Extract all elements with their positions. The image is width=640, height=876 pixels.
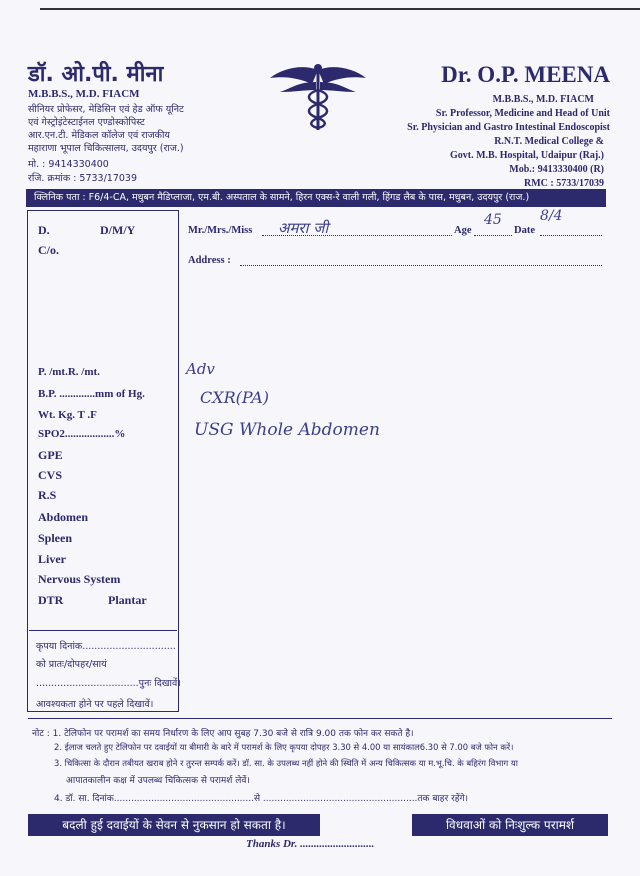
note-3a: 3. चिकित्सा के दौरान तबीयत खराब होने र तुरन्त सम्पर्क करें। डॉ. सा. के उपलब्ध नहीं होने की स्थिति में अन्य चिकित्सक या म.भू.चि. के बहिरंग विभाग या	[54, 758, 518, 768]
thanks-line: Thanks Dr. ...........................	[246, 838, 375, 850]
followup-line-2: को प्रातः/दोपहर/सायं	[36, 659, 107, 670]
label-gpe: GPE	[38, 448, 63, 462]
degree-english: M.B.B.S., M.D. FIACM	[492, 94, 594, 105]
note-1: नोट : 1. टेलिफोन पर परामर्श का समय निर्धारण के लिए आप सुबह 7.30 बजे से रात्रि 9.00 तक फोन कर सकते है।	[32, 729, 414, 739]
followup-line-4: आवश्यकता होने पर पहले दिखावें।	[36, 699, 154, 710]
label-bp: B.P. .............mm of Hg.	[38, 388, 145, 400]
handwritten-advice: Adv	[186, 360, 215, 378]
note-3b: आपातकालीन कक्ष में उपलब्ध चिकित्सक से परामर्श लेवें।	[66, 776, 250, 786]
label-spo2: SPO2..................%	[38, 428, 126, 440]
title-english-4: Govt. M.B. Hospital, Udaipur (Raj.)	[450, 150, 604, 161]
caduceus-icon	[268, 62, 368, 132]
label-nervous-system: Nervous System	[38, 572, 121, 586]
reg-hindi: रजि. क्रमांक : 5733/17039	[28, 173, 138, 184]
title-hindi-3: आर.एन.टी. मेडिकल कॉलेज एवं राजकीय	[28, 130, 170, 141]
label-rs: R.S	[38, 488, 57, 502]
label-liver: Liver	[38, 552, 66, 566]
label-d: D.	[38, 223, 50, 237]
followup-line-3: ..................................पुनः दिखावें।	[36, 678, 181, 689]
note-2: 2. ईलाज चलते हुए टेलिफोन पर दवाईयों या बीमारी के बारे में परामर्श के लिए कृपया दोपहर 3.30 से 4.00 या सायंकाल6.30 से 7.00 बजे फोन करें।	[54, 742, 514, 752]
notes-divider	[28, 718, 612, 719]
title-english-1: Sr. Professor, Medicine and Head of Unit	[435, 108, 610, 119]
age-label: Age	[454, 225, 472, 236]
title-hindi-1: सीनियर प्रोफेसर, मेडिसिन एवं हेड ऑफ यूनिट	[28, 104, 184, 115]
handwritten-patient-name: अमरा जी	[278, 219, 329, 237]
label-plantar: Plantar	[108, 593, 147, 607]
label-cvs: CVS	[38, 468, 63, 482]
age-line[interactable]	[474, 235, 512, 236]
handwritten-age: 45	[484, 212, 502, 228]
label-wt: Wt. Kg. T .F	[38, 409, 97, 421]
handwritten-date: 8/4	[540, 208, 563, 224]
title-hindi-2: एवं गेस्ट्रोइंटेस्टाईनल एण्डोस्कोपिस्ट	[28, 117, 145, 128]
label-abdomen: Abdomen	[38, 510, 89, 524]
patient-label: Mr./Mrs./Miss	[188, 225, 253, 236]
label-dtr: DTR	[38, 593, 64, 607]
label-spleen: Spleen	[38, 531, 73, 545]
label-dmy: D/M/Y	[100, 223, 136, 237]
label-pulse: P. /mt.R. /mt.	[38, 366, 100, 378]
title-english-2: Sr. Physician and Gastro Intestinal Endoscopist	[407, 122, 610, 133]
followup-line-1: कृपया दिनांक...............................	[36, 641, 176, 652]
note-4: 4. डॉ. सा. दिनांक.................................................से ......................................................तक बाहर रहेंगे।	[54, 794, 469, 804]
title-hindi-4: महाराणा भूपाल चिकित्सालय, उदयपुर (राज.)	[28, 143, 184, 154]
doctor-name-hindi: डॉ. ओ.पी. मीना	[28, 62, 164, 87]
label-co: C/o.	[38, 243, 59, 257]
footer-warning: बदली हुई दवाईयों के सेवन से नुकसान हो सकता है।	[28, 814, 320, 836]
degree-hindi: M.B.B.S., M.D. FIACM	[28, 88, 140, 100]
doctor-name-english: Dr. O.P. MEENA	[441, 62, 610, 87]
address-line[interactable]	[240, 265, 602, 266]
title-english-3: R.N.T. Medical College &	[494, 136, 604, 147]
rmc-english: RMC : 5733/17039	[524, 178, 604, 189]
handwritten-cxr: CXR(PA)	[200, 388, 270, 407]
handwritten-usg: USG Whole Abdomen	[194, 420, 380, 440]
date-label: Date	[514, 225, 535, 236]
footer-free-consult: विधवाओं को निःशुल्क परामर्श	[412, 814, 608, 836]
clinic-address-bar: क्लिनिक पता : F6/4-CA, मधुबन मैडिप्लाजा, एम.बी. अस्पताल के सामने, हिरन एक्स-रे वाली गली, हिंगड लैब के पास, मधुबन, उदयपुर (राज.)	[26, 189, 606, 207]
mobile-english: Mob.: 9413330400 (R)	[509, 164, 604, 175]
address-label: Address :	[188, 255, 231, 266]
mobile-hindi: मो. : 9414330400	[28, 159, 109, 170]
top-rule	[40, 8, 640, 10]
date-line[interactable]	[540, 235, 602, 236]
